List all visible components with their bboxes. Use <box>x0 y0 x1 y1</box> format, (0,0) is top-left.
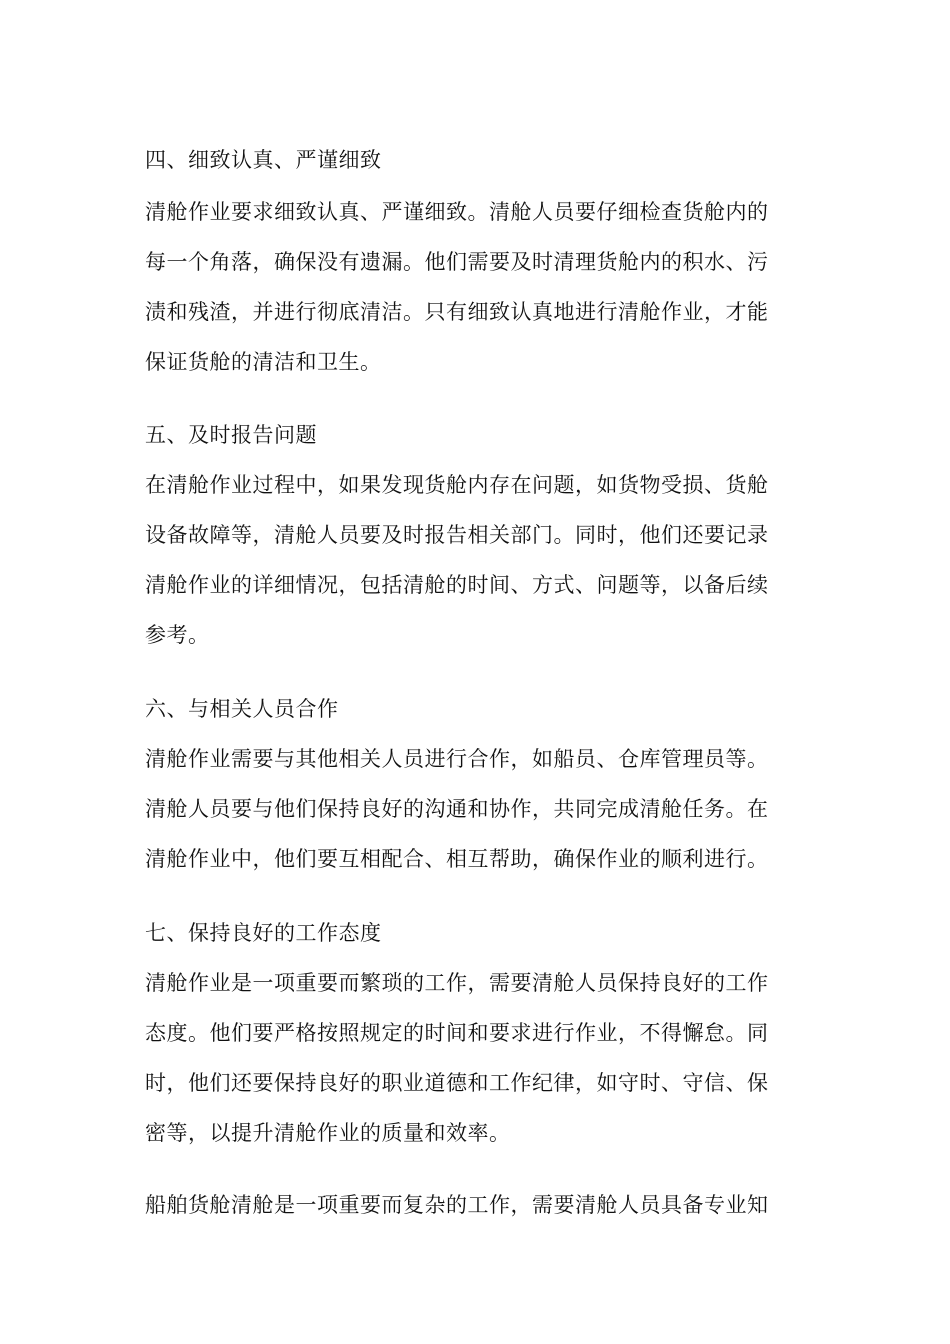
closing-paragraph <box>145 1180 825 1230</box>
paragraph-line: 在清舱作业过程中，如果发现货舱内存在问题，如货物受损、货舱 <box>145 473 769 497</box>
paragraph-line: 保证货舱的清洁和卫生。 <box>145 350 382 374</box>
paragraph-line: 清舱作业是一项重要而繁琐的工作，需要清舱人员保持良好的工作 <box>145 971 769 995</box>
paragraph-line: 清舱作业要求细致认真、严谨细致。清舱人员要仔细检查货舱内的 <box>145 200 769 224</box>
paragraph-line: 时，他们还要保持良好的职业道德和工作纪律，如守时、守信、保 <box>145 1071 769 1095</box>
section-paragraph <box>145 460 825 660</box>
section-paragraph <box>145 187 825 387</box>
section-paragraph <box>145 734 825 884</box>
paragraph-line: 清舱作业中，他们要互相配合、相互帮助，确保作业的顺利进行。 <box>145 847 769 871</box>
paragraph-line: 清舱作业需要与其他相关人员进行合作，如船员、仓库管理员等。 <box>145 747 769 771</box>
paragraph-line: 态度。他们要严格按照规定的时间和要求进行作业，不得懈怠。同 <box>145 1021 769 1045</box>
paragraph-line: 船舶货舱清舱是一项重要而复杂的工作，需要清舱人员具备专业知 <box>145 1193 769 1217</box>
paragraph-line: 清舱人员要与他们保持良好的沟通和协作，共同完成清舱任务。在 <box>145 797 769 821</box>
section-paragraph <box>145 958 825 1158</box>
paragraph-line: 每一个角落，确保没有遗漏。他们需要及时清理货舱内的积水、污 <box>145 250 769 274</box>
paragraph-line: 密等，以提升清舱作业的质量和效率。 <box>145 1121 511 1145</box>
paragraph-line: 设备故障等，清舱人员要及时报告相关部门。同时，他们还要记录 <box>145 523 769 547</box>
section-title: 六、与相关人员合作 <box>145 697 339 721</box>
paragraph-line: 参考。 <box>145 623 210 647</box>
section-title: 四、细致认真、严谨细致 <box>145 148 382 172</box>
section-title: 五、及时报告问题 <box>145 423 317 447</box>
paragraph-line: 清舱作业的详细情况，包括清舱的时间、方式、问题等，以备后续 <box>145 573 769 597</box>
paragraph-line: 渍和残渣，并进行彻底清洁。只有细致认真地进行清舱作业，才能 <box>145 300 769 324</box>
section-title: 七、保持良好的工作态度 <box>145 921 382 945</box>
